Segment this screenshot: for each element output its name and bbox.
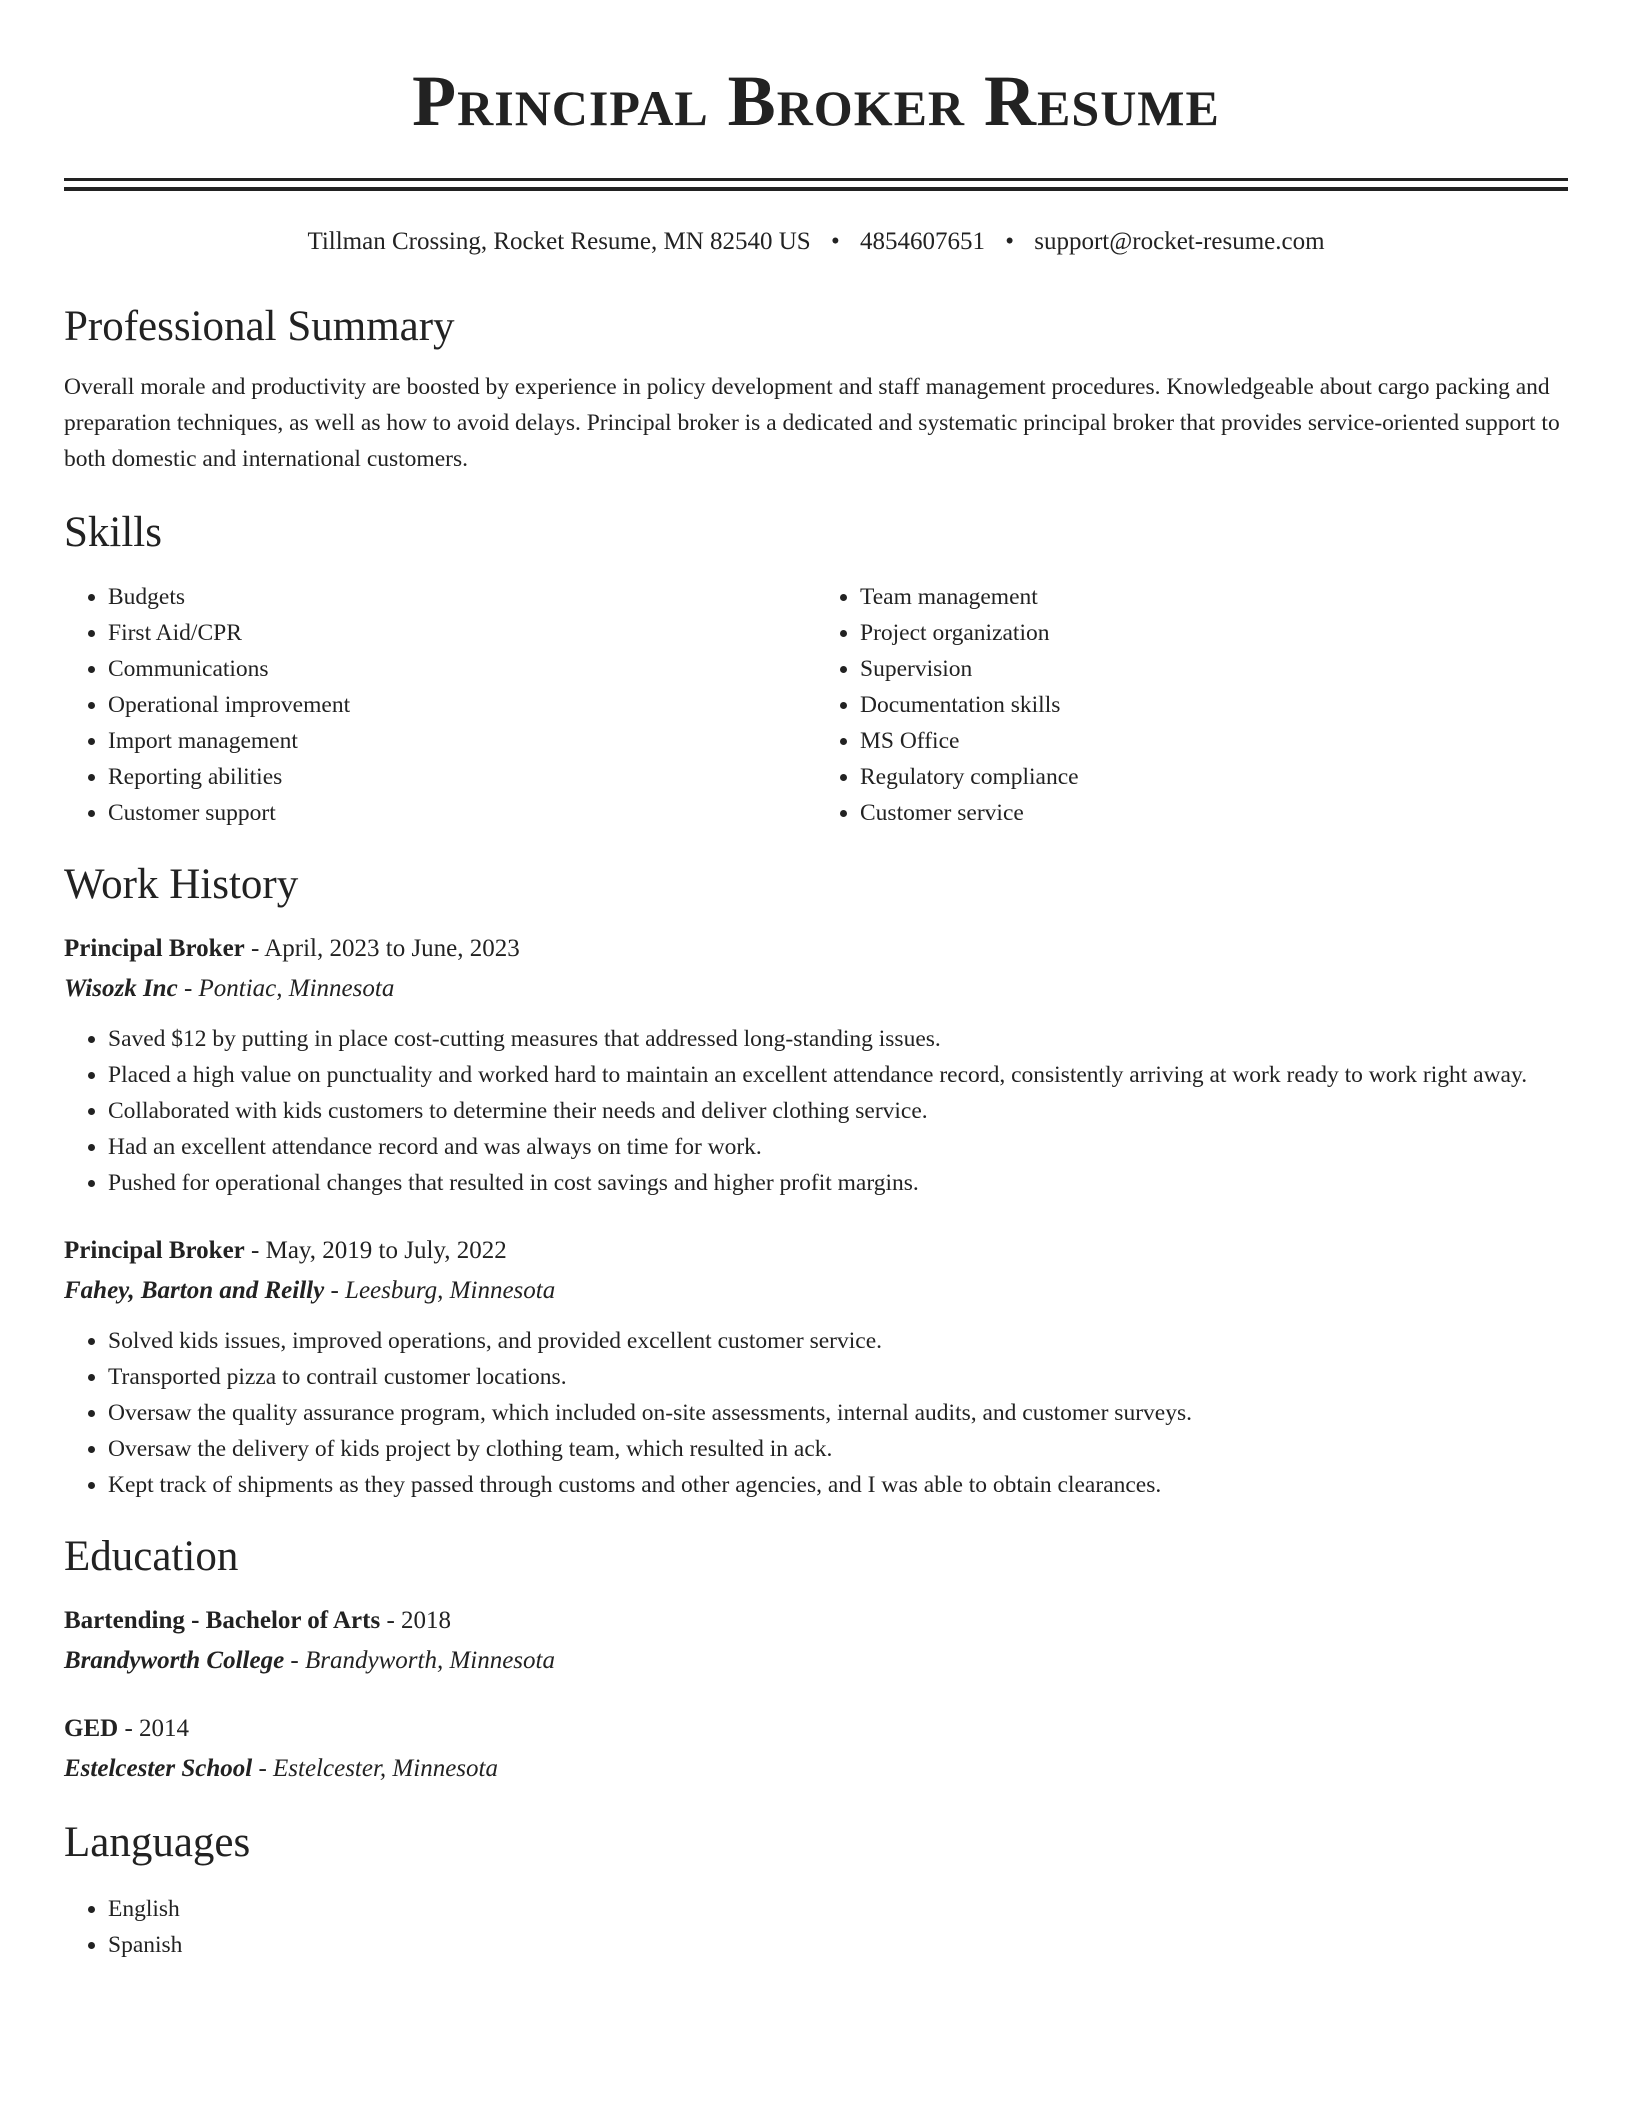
- languages-heading: Languages: [64, 1819, 251, 1866]
- job-bullet: • Collaborated with kids customers to determine their needs and deliver clothing service.: [108, 1093, 1568, 1129]
- education-year: - 2018: [380, 1607, 452, 1634]
- job-title: Principal Broker: [64, 935, 245, 962]
- education-school: Estelcester School: [64, 1755, 253, 1782]
- summary-text: Overall morale and productivity are boosted by experience in policy development and staff management procedures. Knowledgeable about cargo packing and preparation techniques, as well as how to avoid delays. Principal broker is a dedicated and systematic principal broker that provides service-oriented support to both domestic and international customers.: [64, 374, 1560, 472]
- work-history-heading: Work History: [64, 861, 299, 908]
- job-bullet: • Oversaw the quality assurance program, which included on-site assessments, internal audits, and customer surveys.: [108, 1395, 1568, 1431]
- job-dates: - April, 2023 to June, 2023: [244, 935, 520, 962]
- title-divider: [64, 178, 1568, 191]
- job-bullet: • Oversaw the delivery of kids project by clothing team, which resulted in ack.: [108, 1431, 1568, 1467]
- contact-separator: •: [1005, 228, 1014, 255]
- education-school-line: [64, 1749, 1568, 1789]
- skill-item: • Import management: [108, 723, 816, 759]
- job-bullet: • Saved $12 by putting in place cost-cutting measures that addressed long-standing issues.: [108, 1021, 1568, 1057]
- education-school: Brandyworth College: [64, 1647, 285, 1674]
- job-title-line: [64, 929, 1568, 969]
- job-bullet: • Solved kids issues, improved operations, and provided excellent customer service.: [108, 1323, 1568, 1359]
- job-bullet: • Pushed for operational changes that resulted in cost savings and higher profit margins.: [108, 1165, 1568, 1201]
- language-item: • English: [108, 1891, 1568, 1927]
- skill-item: • Documentation skills: [860, 687, 1568, 723]
- skill-item: • Operational improvement: [108, 687, 816, 723]
- skill-item: • Reporting abilities: [108, 759, 816, 795]
- job-dates: - May, 2019 to July, 2022: [244, 1237, 507, 1264]
- skills-list-right: [816, 579, 1568, 831]
- job-company-line: [64, 969, 1568, 1009]
- education-degree: Bartending - Bachelor of Arts: [64, 1607, 381, 1634]
- skill-item: • Budgets: [108, 579, 816, 615]
- skill-item: • First Aid/CPR: [108, 615, 816, 651]
- skills-list-left: [64, 579, 816, 831]
- skill-item: • Customer support: [108, 795, 816, 831]
- education-entry: [64, 1601, 1568, 1681]
- contact-phone: 4854607651: [859, 228, 985, 255]
- contact-line: [64, 225, 1568, 259]
- contact-email: support@rocket-resume.com: [1034, 228, 1325, 255]
- education-school-line: [64, 1641, 1568, 1681]
- skills-columns: [64, 579, 1568, 831]
- skill-item: • MS Office: [860, 723, 1568, 759]
- education-entry: [64, 1709, 1568, 1789]
- education-year: - 2014: [118, 1715, 190, 1742]
- skill-item: • Regulatory compliance: [860, 759, 1568, 795]
- job-bullet: • Kept track of shipments as they passed through customs and other agencies, and I was able to obtain clearances.: [108, 1467, 1568, 1503]
- skill-item: • Project organization: [860, 615, 1568, 651]
- skills-heading: Skills: [64, 509, 162, 556]
- education-degree-line: [64, 1601, 1568, 1641]
- job-bullet: • Transported pizza to contrail customer locations.: [108, 1359, 1568, 1395]
- job-location: - Leesburg, Minnesota: [324, 1277, 556, 1304]
- skill-item: • Supervision: [860, 651, 1568, 687]
- education-degree: GED: [64, 1715, 119, 1742]
- education-location: - Estelcester, Minnesota: [252, 1755, 498, 1782]
- skill-item: • Customer service: [860, 795, 1568, 831]
- skill-item: • Communications: [108, 651, 816, 687]
- language-item: • Spanish: [108, 1927, 1568, 1963]
- skill-item: • Team management: [860, 579, 1568, 615]
- job-bullets: [64, 1323, 1568, 1503]
- job-entry: [64, 1231, 1568, 1503]
- job-location: - Pontiac, Minnesota: [177, 975, 395, 1002]
- job-title-line: [64, 1231, 1568, 1271]
- languages-list: [64, 1891, 1568, 1963]
- contact-address: Tillman Crossing, Rocket Resume, MN 82540 US: [307, 228, 811, 255]
- resume-title: Principal Broker Resume: [412, 61, 1220, 141]
- job-bullet: • Placed a high value on punctuality and worked hard to maintain an excellent attendance record, consistently arriving at work ready to work right away.: [108, 1057, 1568, 1093]
- education-heading: Education: [64, 1533, 239, 1580]
- job-company-line: [64, 1271, 1568, 1311]
- summary-heading: Professional Summary: [64, 303, 455, 350]
- job-company: Fahey, Barton and Reilly: [64, 1277, 325, 1304]
- job-bullet: • Had an excellent attendance record and was always on time for work.: [108, 1129, 1568, 1165]
- education-degree-line: [64, 1709, 1568, 1749]
- education-location: - Brandyworth, Minnesota: [284, 1647, 555, 1674]
- job-title: Principal Broker: [64, 1237, 245, 1264]
- contact-separator: •: [830, 228, 840, 255]
- job-bullets: [64, 1021, 1568, 1201]
- job-company: Wisozk Inc: [64, 975, 178, 1002]
- job-entry: [64, 929, 1568, 1201]
